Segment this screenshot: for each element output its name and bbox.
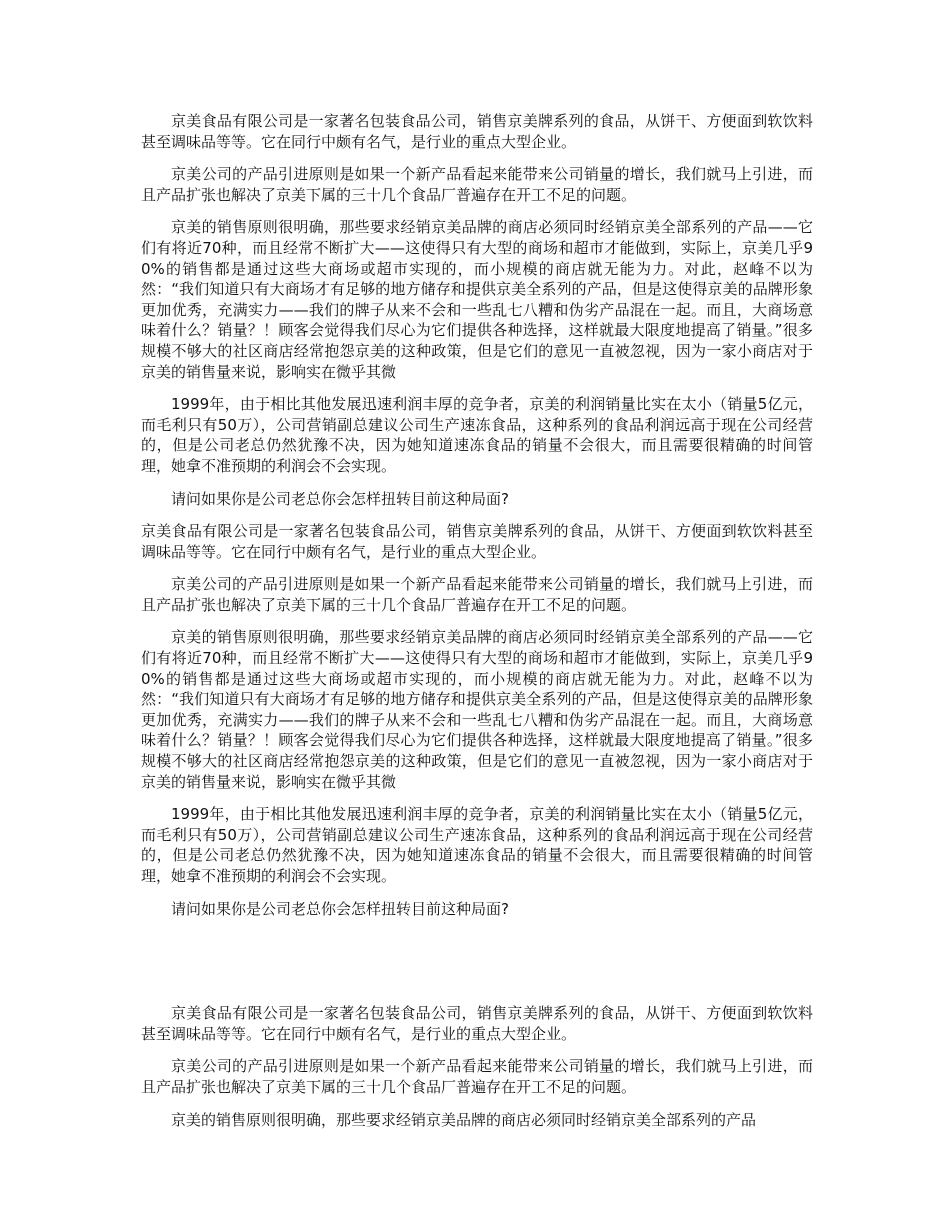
paragraph: 京美的销售原则很明确，那些要求经销京美品牌的商店必须同时经销京美全部系列的产品 — [171, 1110, 757, 1129]
document-body — [141, 111, 813, 1142]
paragraph: 1999年，由于相比其他发展迅速利润丰厚的竞争者，京美的利润销量比实在太小（销量5亿元，而毛利只有50万），公司营销副总建议公司生产速冻食品，这种系列的食品利润远高于现在公司经营的，但是公司老总仍然犹豫不决，因为她知道速冻食品的销量不会很大，而且需要很精确的时间管理，她拿不准预期的利润会不会实现。 — [141, 805, 813, 885]
paragraph: 京美公司的产品引进原则是如果一个新产品看起来能带来公司销量的增长，我们就马上引进，而且产品扩张也解决了京美下属的三十几个食品厂普遍存在开工不足的问题。 — [141, 165, 813, 204]
question-paragraph: 请问如果你是公司老总你会怎样扭转目前这种局面? — [171, 899, 509, 918]
paragraph: 京美公司的产品引进原则是如果一个新产品看起来能带来公司销量的增长，我们就马上引进，而且产品扩张也解决了京美下属的三十几个食品厂普遍存在开工不足的问题。 — [141, 575, 813, 614]
paragraph: 京美的销售原则很明确，那些要求经销京美品牌的商店必须同时经销京美全部系列的产品——它们有将近70种，而且经常不断扩大——这使得只有大型的商场和超市才能做到，实际上，京美几乎90%的销售都是通过这些大商场或超市实现的，而小规模的商店就无能为力。对此，赵峰不以为然：“我们知道只有大商场才有足够的地方储存和提供京美全系列的产品，但是这使得京美的品牌形象更加优秀，充满实力——我们的牌子从来不会和一些乱七八糟和伪劣产品混在一起。而且，大商场意味着什么？销量？！顾客会觉得我们尽心为它们提供各种选择，这样就最大限度地提高了销量。”很多规模不够大的社区商店经常抱怨京美的这种政策，但是它们的意见一直被忽视，因为一家小商店对于京美的销售量来说，影响实在微乎其微 — [141, 218, 813, 381]
paragraph: 京美公司的产品引进原则是如果一个新产品看起来能带来公司销量的增长，我们就马上引进，而且产品扩张也解决了京美下属的三十几个食品厂普遍存在开工不足的问题。 — [141, 1057, 813, 1096]
document-section-2 — [141, 521, 813, 919]
paragraph: 1999年，由于相比其他发展迅速利润丰厚的竞争者，京美的利润销量比实在太小（销量5亿元，而毛利只有50万），公司营销副总建议公司生产速冻食品，这种系列的食品利润远高于现在公司经营的，但是公司老总仍然犹豫不决，因为她知道速冻食品的销量不会很大，而且需要很精确的时间管理，她拿不准预期的利润会不会实现。 — [141, 395, 813, 475]
paragraph: 京美食品有限公司是一家著名包装食品公司，销售京美牌系列的食品，从饼干、方便面到软饮料甚至调味品等等。它在同行中颇有名气，是行业的重点大型企业。 — [141, 112, 813, 151]
document-section-3 — [141, 1003, 813, 1130]
paragraph: 京美食品有限公司是一家著名包装食品公司，销售京美牌系列的食品，从饼干、方便面到软饮料甚至调味品等等。它在同行中颇有名气，是行业的重点大型企业。 — [141, 522, 813, 561]
question-paragraph: 请问如果你是公司老总你会怎样扭转目前这种局面? — [171, 489, 509, 508]
document-section-1 — [141, 111, 813, 509]
paragraph: 京美食品有限公司是一家著名包装食品公司，销售京美牌系列的食品，从饼干、方便面到软饮料甚至调味品等等。它在同行中颇有名气，是行业的重点大型企业。 — [141, 1004, 813, 1043]
section-spacer — [141, 931, 813, 1003]
paragraph: 京美的销售原则很明确，那些要求经销京美品牌的商店必须同时经销京美全部系列的产品——它们有将近70种，而且经常不断扩大——这使得只有大型的商场和超市才能做到，实际上，京美几乎90%的销售都是通过这些大商场或超市实现的，而小规模的商店就无能为力。对此，赵峰不以为然：“我们知道只有大商场才有足够的地方储存和提供京美全系列的产品，但是这使得京美的品牌形象更加优秀，充满实力——我们的牌子从来不会和一些乱七八糟和伪劣产品混在一起。而且，大商场意味着什么？销量？！顾客会觉得我们尽心为它们提供各种选择，这样就最大限度地提高了销量。”很多规模不够大的社区商店经常抱怨京美的这种政策，但是它们的意见一直被忽视，因为一家小商店对于京美的销售量来说，影响实在微乎其微 — [141, 628, 813, 791]
